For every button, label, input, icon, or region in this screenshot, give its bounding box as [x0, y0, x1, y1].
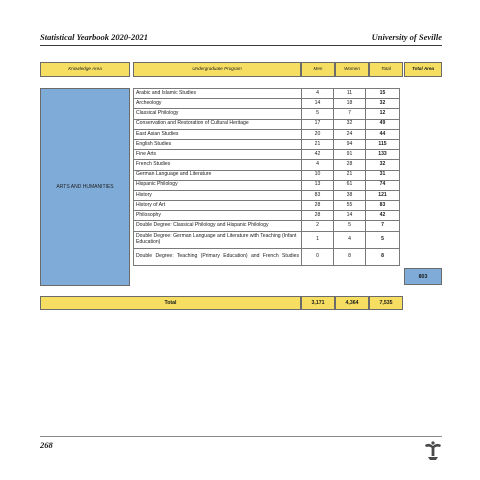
- total-cell: 15: [366, 89, 400, 99]
- table-row: [134, 221, 400, 231]
- women-cell: 4: [334, 231, 366, 248]
- program-cell: Conservation and Restoration of Cultural Heritage: [134, 119, 302, 129]
- program-cell: Double Degree: Teaching (Primary Education) and French Studies: [134, 248, 302, 265]
- university-logo-icon: [423, 439, 443, 461]
- totals-women: 4,364: [335, 296, 369, 310]
- header-divider: [40, 45, 442, 46]
- women-cell: 28: [334, 160, 366, 170]
- men-cell: 14: [302, 99, 334, 109]
- program-cell: German Language and Literature: [134, 170, 302, 180]
- yearbook-title: Statistical Yearbook 2020-2021: [40, 32, 148, 42]
- men-cell: 17: [302, 119, 334, 129]
- header-total-area: Total Area: [404, 62, 442, 77]
- total-cell: 12: [366, 109, 400, 119]
- table-row: [134, 190, 400, 200]
- total-cell: 42: [366, 211, 400, 221]
- men-cell: 4: [302, 160, 334, 170]
- program-cell: East Asian Studies: [134, 129, 302, 139]
- men-cell: 1: [302, 231, 334, 248]
- page-number: 268: [40, 440, 53, 450]
- program-cell: History: [134, 190, 302, 200]
- women-cell: 8: [334, 248, 366, 265]
- total-cell: 115: [366, 139, 400, 149]
- men-cell: 0: [302, 248, 334, 265]
- program-cell: Archeology: [134, 99, 302, 109]
- header-program: Undergraduate Program: [133, 62, 301, 77]
- header-men: Men: [301, 62, 335, 77]
- table-row: [134, 180, 400, 190]
- total-cell: 8: [366, 248, 400, 265]
- women-cell: 91: [334, 150, 366, 160]
- total-cell: 74: [366, 180, 400, 190]
- women-cell: 5: [334, 221, 366, 231]
- table-row: [134, 170, 400, 180]
- total-cell: 32: [366, 99, 400, 109]
- table-row: [134, 201, 400, 211]
- area-total-cell: 803: [404, 268, 442, 285]
- table-row: [134, 139, 400, 149]
- men-cell: 2: [302, 221, 334, 231]
- header-women: Women: [335, 62, 369, 77]
- total-cell: 7: [366, 221, 400, 231]
- women-cell: 61: [334, 180, 366, 190]
- men-cell: 28: [302, 211, 334, 221]
- total-cell: 44: [366, 129, 400, 139]
- program-cell: Classical Philology: [134, 109, 302, 119]
- men-cell: 83: [302, 190, 334, 200]
- table-row: [134, 99, 400, 109]
- program-cell: Philosophy: [134, 211, 302, 221]
- men-cell: 13: [302, 180, 334, 190]
- total-cell: 49: [366, 119, 400, 129]
- knowledge-area-cell: ARTS AND HUMANITIES: [40, 88, 130, 286]
- table-row: [134, 119, 400, 129]
- men-cell: 21: [302, 139, 334, 149]
- program-cell: Arabic and Islamic Studies: [134, 89, 302, 99]
- total-cell: 31: [366, 170, 400, 180]
- table-row: [134, 129, 400, 139]
- men-cell: 42: [302, 150, 334, 160]
- men-cell: 20: [302, 129, 334, 139]
- women-cell: 21: [334, 170, 366, 180]
- totals-men: 3,171: [301, 296, 335, 310]
- program-cell: English Studies: [134, 139, 302, 149]
- women-cell: 14: [334, 211, 366, 221]
- women-cell: 38: [334, 190, 366, 200]
- header-total: Total: [369, 62, 403, 77]
- women-cell: 7: [334, 109, 366, 119]
- total-cell: 133: [366, 150, 400, 160]
- table-row: [134, 89, 400, 99]
- table-row: [134, 248, 400, 265]
- women-cell: 94: [334, 139, 366, 149]
- totals-label: Total: [40, 296, 301, 310]
- table-row: [134, 211, 400, 221]
- men-cell: 5: [302, 109, 334, 119]
- program-cell: French Studies: [134, 160, 302, 170]
- header-knowledge-area: Knowledge Area: [40, 62, 130, 77]
- women-cell: 55: [334, 201, 366, 211]
- total-cell: 32: [366, 160, 400, 170]
- programs-table: [133, 88, 400, 266]
- program-cell: History of Art: [134, 201, 302, 211]
- total-cell: 121: [366, 190, 400, 200]
- table-row: [134, 150, 400, 160]
- program-cell: Double Degree: Classical Philology and Hispanic Philology: [134, 221, 302, 231]
- total-cell: 5: [366, 231, 400, 248]
- table-row: [134, 109, 400, 119]
- totals-overall: 7,535: [369, 296, 403, 310]
- men-cell: 28: [302, 201, 334, 211]
- program-cell: Hispanic Philology: [134, 180, 302, 190]
- table-row: [134, 231, 400, 248]
- women-cell: 24: [334, 129, 366, 139]
- program-cell: Double Degree: German Language and Literature with Teaching (Infant Education): [134, 231, 302, 248]
- women-cell: 18: [334, 99, 366, 109]
- table-row: [134, 160, 400, 170]
- men-cell: 4: [302, 89, 334, 99]
- footer-divider: [40, 436, 442, 437]
- total-cell: 83: [366, 201, 400, 211]
- men-cell: 10: [302, 170, 334, 180]
- women-cell: 32: [334, 119, 366, 129]
- university-name: University of Seville: [371, 32, 442, 42]
- women-cell: 11: [334, 89, 366, 99]
- program-cell: Fine Arts: [134, 150, 302, 160]
